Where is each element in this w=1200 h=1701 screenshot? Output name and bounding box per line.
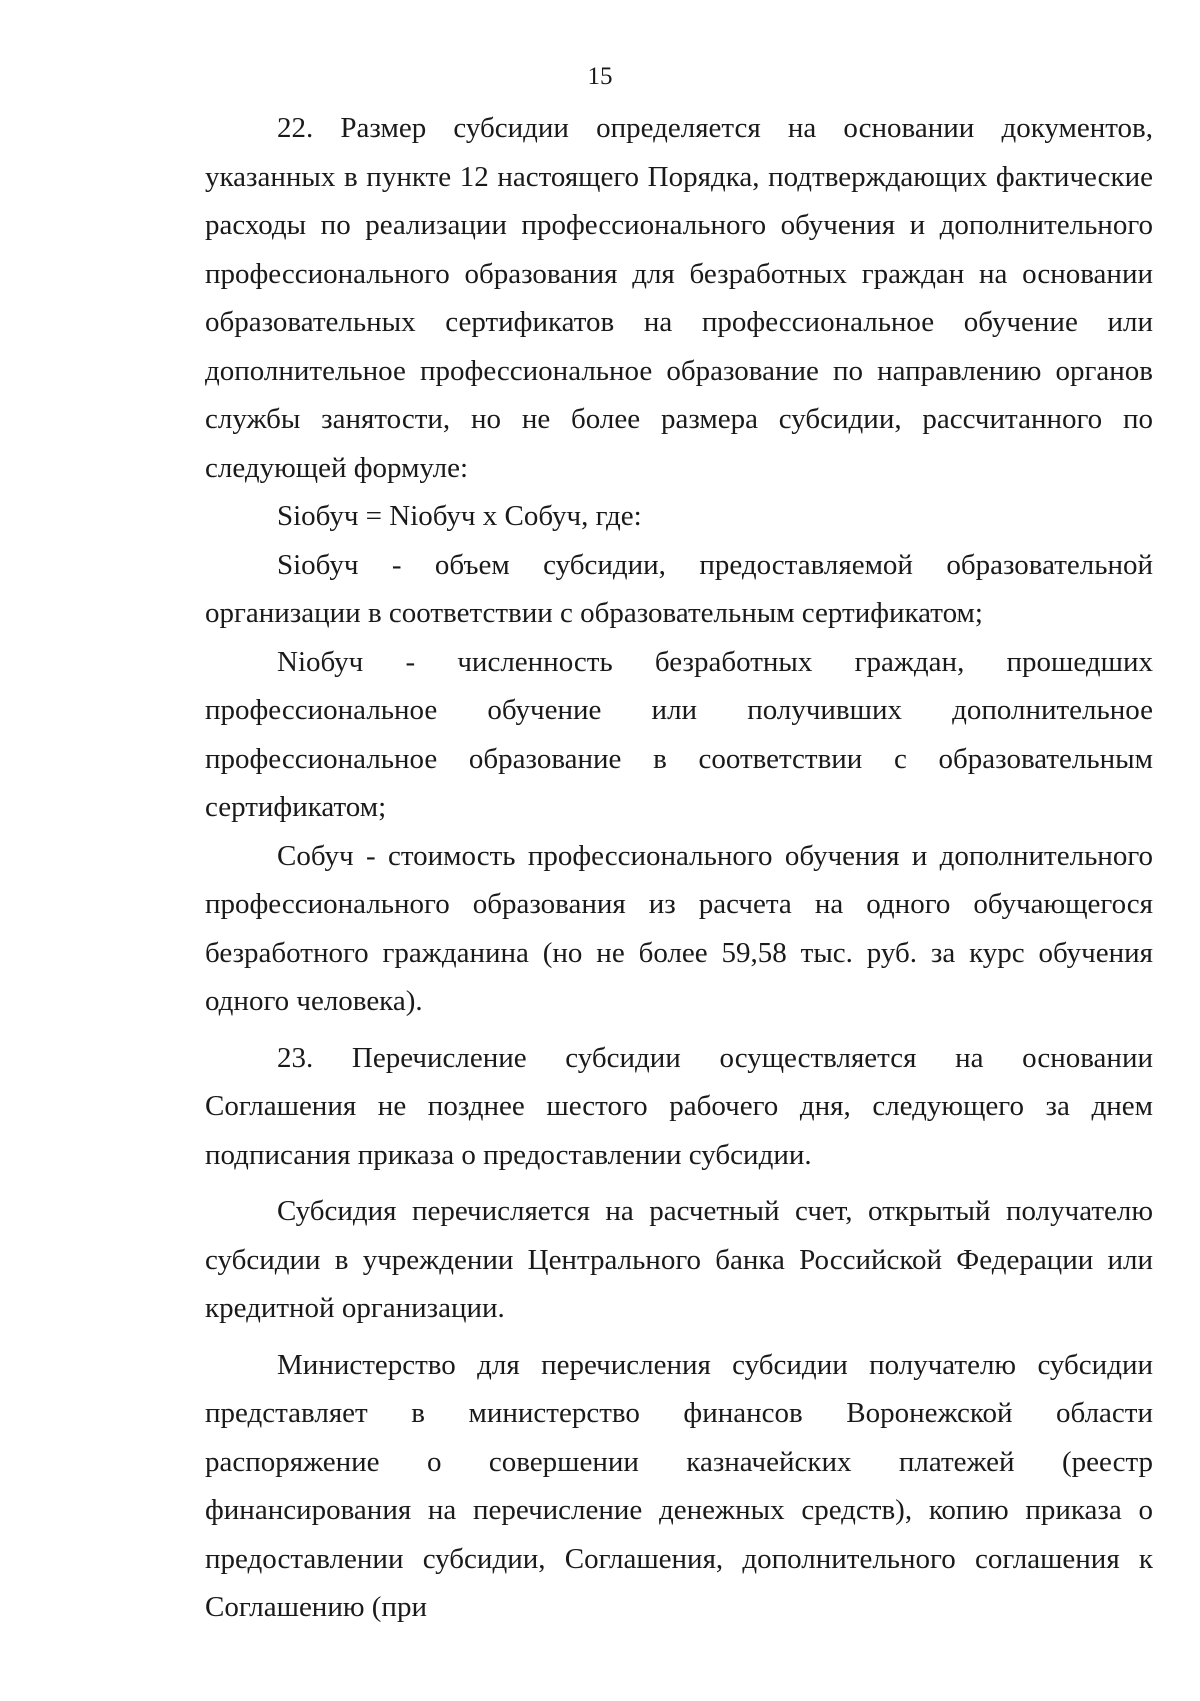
paragraph-22-subsidy-size: 22. Размер субсидии определяется на основании документов, указанных в пункте 12 настоящего Порядка, подтверждающих фактические расходы по реализации профессионального обучения и дополнительного профессионального образования для безработных граждан на основании образовательных сертификатов на профессиональное обучение или дополнительное профессиональное образование по направлению органов службы занятости, но не более размера субсидии, рассчитанного по следующей формуле: bbox=[205, 112, 1153, 484]
definition-ni: Niобуч - численность безработных граждан, прошедших профессиональное обучение или получивших дополнительное профессиональное образование в соответствии с образовательным сертификатом; bbox=[205, 645, 1153, 823]
definition-c: Cобуч - стоимость профессионального обучения и дополнительного профессионального образования из расчета на одного обучающегося безработного гражданина (но не более 59,58 тыс. руб. за курс обучения одного человека). bbox=[205, 839, 1153, 1017]
document-body bbox=[205, 104, 1153, 1632]
formula-line: Siобуч = Niобуч x Cобуч, где: bbox=[277, 500, 642, 532]
paragraph-account: Субсидия перечисляется на расчетный счет, открытый получателю субсидии в учреждении Центрального банка Российской Федерации или кредитной организации. bbox=[205, 1195, 1153, 1324]
paragraph-ministry: Министерство для перечисления субсидии получателю субсидии представляет в министерство финансов Воронежской области распоряжение о совершении казначейских платежей (реестр финансирования на перечисление денежных средств), копию приказа о предоставлении субсидии, Соглашения, дополнительного соглашения к Соглашению (при bbox=[205, 1348, 1153, 1623]
definition-si: Siобуч - объем субсидии, предоставляемой образовательной организации в соответствии с образовательным сертификатом; bbox=[205, 548, 1153, 629]
page-number: 15 bbox=[587, 63, 613, 90]
paragraph-23-transfer: 23. Перечисление субсидии осуществляется на основании Соглашения не позднее шестого рабочего дня, следующего за днем подписания приказа о предоставлении субсидии. bbox=[205, 1041, 1153, 1171]
